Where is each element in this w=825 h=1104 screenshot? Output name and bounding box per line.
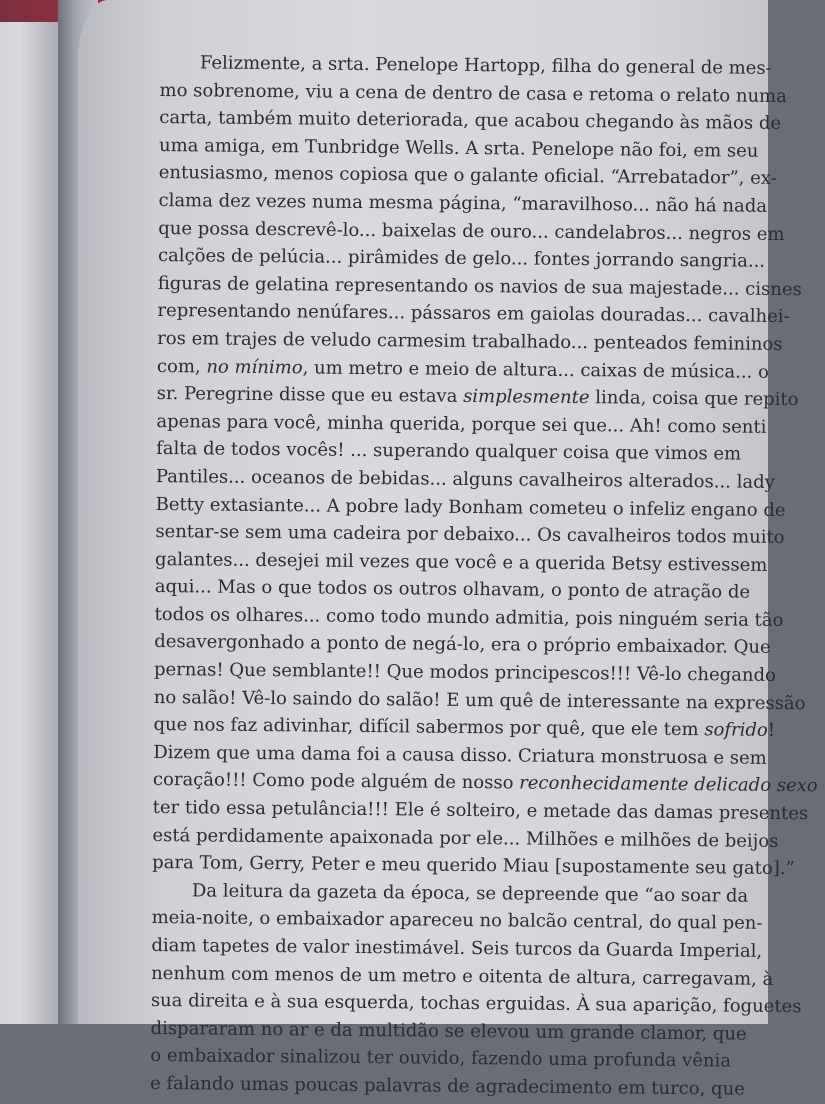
- text-segment: linda, coisa que repito: [589, 387, 798, 410]
- text-line: desavergonhado a ponto de negá-lo, era o próprio embaixador. Que: [154, 628, 679, 661]
- text-line: Dizem que uma dama foi a causa disso. Criatura monstruosa e sem: [153, 739, 678, 772]
- text-segment: coração!!! Como pode alguém de nosso: [153, 769, 519, 794]
- text-segment: que nos faz adivinhar, difícil sabermos por quê, que ele tem: [153, 714, 704, 740]
- text-line: o embaixador sinalizou ter ouvido, fazendo uma profunda vênia: [150, 1042, 675, 1075]
- text-line: e falando umas poucas palavras de agradecimento em turco, que: [150, 1070, 675, 1103]
- text-line: aqui... Mas o que todos os outros olhavam, o ponto de atração de: [155, 573, 680, 606]
- text-line: ter tido essa petulância!!! Ele é solteiro, e metade das damas presentes: [153, 794, 678, 827]
- text-segment: com,: [157, 356, 207, 377]
- text-line: pernas! Que semblante!! Que modos principescos!!! Vê-lo chegando: [154, 656, 679, 689]
- text-line: Felizmente, a srta. Penelope Hartopp, filha do general de mes-: [160, 49, 685, 82]
- text-line: mo sobrenome, viu a cena de dentro de casa e retoma o relato numa: [159, 77, 684, 110]
- text-line: meia-noite, o embaixador apareceu no balcão central, do qual pen-: [152, 904, 677, 937]
- text-line: calções de pelúcia... pirâmides de gelo... fontes jorrando sangria...: [158, 242, 683, 275]
- italic-segment: sofrido: [704, 720, 768, 742]
- text-line: falta de todos vocês! ... superando qualquer coisa que vimos em: [156, 435, 681, 468]
- text-line: Pantiles... oceanos de bebidas... alguns cavalheiros alterados... lady: [156, 463, 681, 496]
- text-line: dispararam no ar e da multidão se elevou um grande clamor, que: [150, 1015, 675, 1048]
- text-line: sentar-se sem uma cadeira por debaixo... Os cavalheiros todos muito: [155, 518, 680, 551]
- text-line: está perdidamente apaixonada por ele... Milhões e milhões de beijos: [152, 822, 677, 855]
- italic-segment: simplesmente: [463, 386, 590, 408]
- text-line: nenhum com menos de um metro e oitenta de altura, carregavam, à: [151, 960, 676, 993]
- text-line: [157, 325, 682, 358]
- text-line: uma amiga, em Tunbridge Wells. A srta. Penelope não foi, em seu: [159, 132, 684, 165]
- text-line: no salão! Vê-lo saindo do salão! E um quê de interessante na expressão: [154, 684, 679, 717]
- text-line: galantes... desejei mil vezes que você e a querida Betsy estivessem: [155, 546, 680, 579]
- text-segment: , um metro e meio de altura... caixas de música... o: [303, 357, 769, 382]
- left-page-edge: [0, 0, 60, 1024]
- text-line: Da leitura da gazeta da época, se depreende que “ao soar da: [152, 877, 677, 910]
- text-line: representando nenúfares... pássaros em gaiolas douradas... cavalhei-: [157, 297, 682, 330]
- page-text: [150, 49, 685, 1103]
- text-segment: ros em trajes de veludo carmesim trabalhado... penteados femininos: [157, 328, 783, 355]
- italic-segment: no mínimo: [206, 356, 302, 378]
- text-line: todos os olhares... como todo mundo admitia, pois ninguém seria tão: [154, 601, 679, 634]
- text-line: para Tom, Gerry, Peter e meu querido Miau [supostamente seu gato].”: [152, 849, 677, 882]
- text-line: clama dez vezes numa mesma página, “maravilhoso... não há nada: [158, 187, 683, 220]
- text-line: carta, também muito deteriorada, que acabou chegando às mãos de: [159, 104, 684, 137]
- text-line: diam tapetes de valor inestimável. Seis turcos da Guarda Imperial,: [151, 932, 676, 965]
- text-line: que possa descrevê-lo... baixelas de ouro... candelabros... negros em: [158, 215, 683, 248]
- text-line: figuras de gelatina representando os navios de sua majestade... cisnes: [158, 270, 683, 303]
- text-line: apenas para você, minha querida, porque sei que... Ah! como senti: [156, 408, 681, 441]
- text-segment: !: [768, 720, 775, 741]
- text-segment: sr. Peregrine disse que eu estava: [157, 383, 464, 407]
- text-line: Betty extasiante... A pobre lady Bonham cometeu o infeliz engano de: [155, 490, 680, 523]
- text-line: sua direita e à sua esquerda, tochas erguidas. À sua aparição, foguetes: [151, 987, 676, 1020]
- text-line: entusiasmo, menos copiosa que o galante oficial. “Arrebatador”, ex-: [159, 159, 684, 192]
- italic-segment: reconhecidamente delicado sexo: [519, 773, 818, 797]
